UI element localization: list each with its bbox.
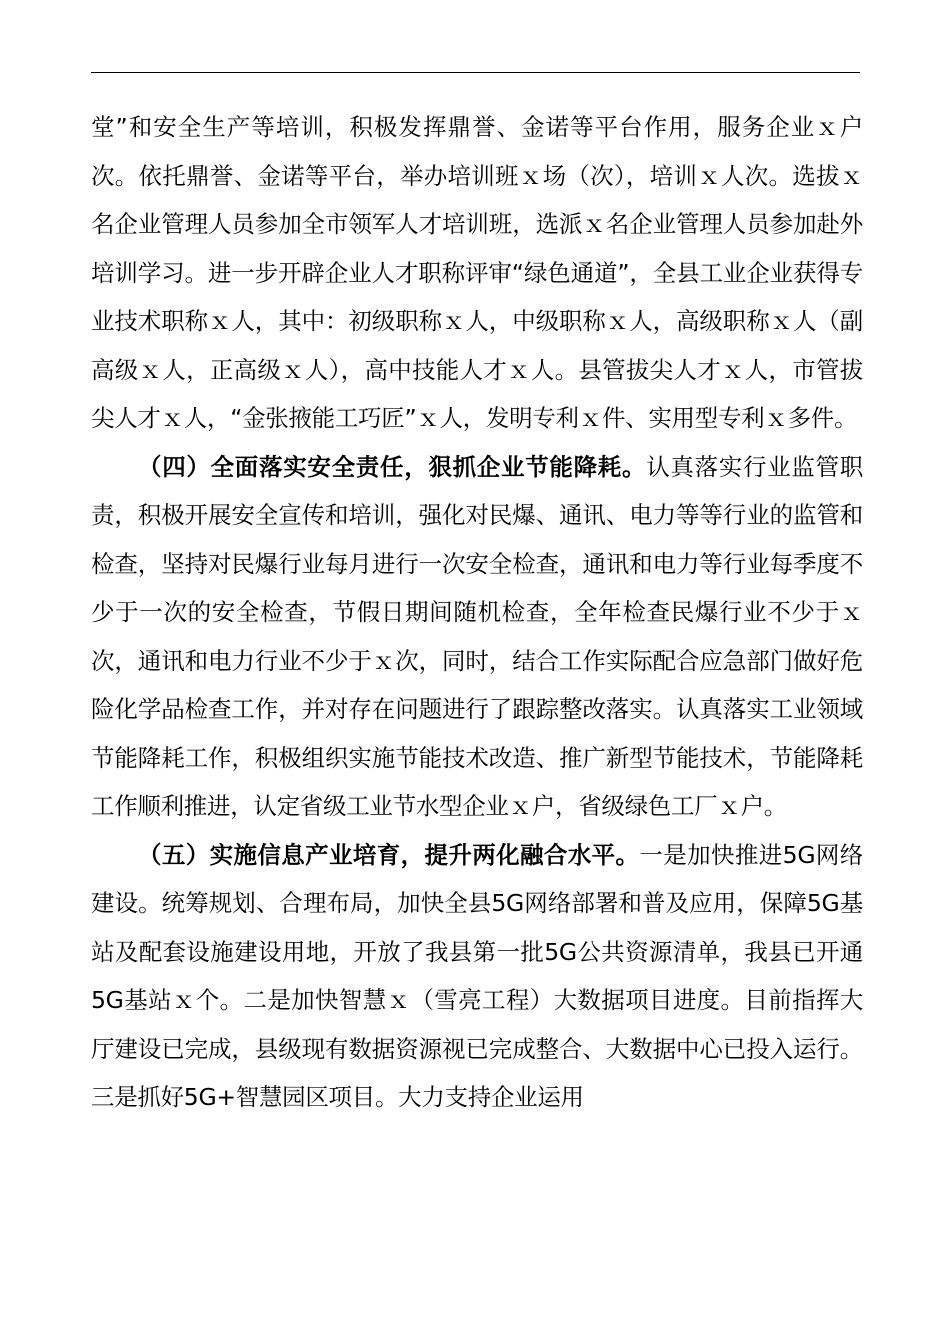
paragraph-information-industry — [91, 831, 863, 1122]
section-heading-4: （四）全面落实安全责任，狠抓企业节能降耗。 — [138, 452, 647, 481]
header-rule — [91, 72, 860, 73]
document-body — [91, 103, 863, 1122]
paragraph-safety-energy — [91, 443, 863, 831]
paragraph-text: 堂”和安全生产等培训，积极发挥鼎誉、金诺等平台作用，服务企业ｘ户次。依托鼎誉、金诺等平台，举办培训班ｘ场（次），培训ｘ人次。选拔ｘ名企业管理人员参加全市领军人才培训班，选派ｘ名企业管理人员参加赴外培训学习。进一步开辟企业人才职称评审“绿色通道”，全县工业企业获得专业技术职称ｘ人，其中：初级职称ｘ人，中级职称ｘ人，高级职称ｘ人（副高级ｘ人，正高级ｘ人），高中技能人才ｘ人。县管拔尖人才ｘ人，市管拔尖人才ｘ人，“金张掖能工巧匠”ｘ人，发明专利ｘ件、实用型专利ｘ多件。 — [91, 113, 863, 432]
paragraph-talent-training — [91, 103, 863, 443]
paragraph-text: 认真落实行业监管职责，积极开展安全宣传和培训，强化对民爆、通讯、电力等等行业的监管和检查，坚持对民爆行业每月进行一次安全检查，通讯和电力等行业每季度不少于一次的安全检查，节假日期间随机检查，全年检查民爆行业不少于ｘ次，通讯和电力行业不少于ｘ次，同时，结合工作实际配合应急部门做好危险化学品检查工作，并对存在问题进行了跟踪整改落实。认真落实工业领域节能降耗工作，积极组织实施节能技术改造、推广新型节能技术，节能降耗工作顺利推进，认定省级工业节水型企业ｘ户，省级绿色工厂ｘ户。 — [91, 452, 863, 820]
paragraph-text: 一是加快推进5G网络建设。统筹规划、合理布局，加快全县5G网络部署和普及应用，保障5G基站及配套设施建设用地，开放了我县第一批5G公共资源清单，我县已开通5G基站ｘ个。二是加快智慧ｘ（雪亮工程）大数据项目进度。目前指挥大厅建设已完成，县级现有数据资源视已完成整合、大数据中心已投入运行。三是抓好5G+智慧园区项目。大力支持企业运用 — [91, 840, 863, 1111]
section-heading-5: （五）实施信息产业培育，提升两化融合水平。 — [138, 840, 640, 869]
